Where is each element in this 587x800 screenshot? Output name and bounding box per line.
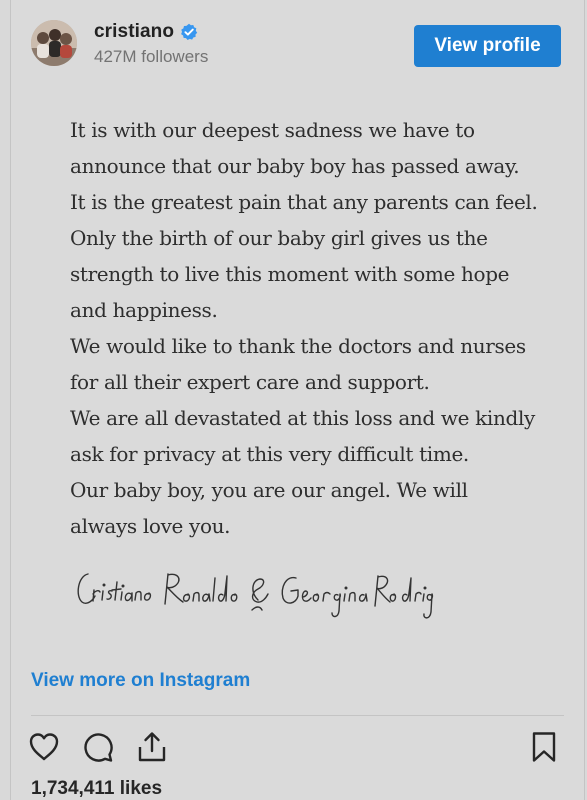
comment-icon[interactable] xyxy=(81,730,115,764)
view-more-on-instagram-link[interactable]: View more on Instagram xyxy=(31,670,251,691)
divider xyxy=(31,715,564,716)
heart-icon[interactable] xyxy=(27,730,61,764)
verified-badge-icon xyxy=(180,23,198,41)
username[interactable]: cristiano xyxy=(94,21,175,42)
post-header xyxy=(11,0,584,76)
post-line: ask for privacy at this very difficult time. xyxy=(70,442,469,466)
avatar-photo xyxy=(31,20,77,66)
bookmark-icon[interactable] xyxy=(527,730,561,764)
like-count[interactable]: 1,734,411 likes xyxy=(31,778,163,799)
share-icon[interactable] xyxy=(135,730,169,764)
post-line: always love you. xyxy=(70,514,231,538)
view-profile-button[interactable]: View profile xyxy=(414,25,561,67)
post-line: for all their expert care and support. xyxy=(70,370,430,394)
post-line: strength to live this moment with some hope xyxy=(70,262,510,286)
post-line: We are all devastated at this loss and we kindly xyxy=(70,406,535,430)
follower-count: 427M followers xyxy=(94,47,209,66)
post-line: Our baby boy, you are our angel. We will xyxy=(70,478,468,502)
post-line: We would like to thank the doctors and nurses xyxy=(70,334,526,358)
post-line: It is with our deepest sadness we have to xyxy=(70,118,475,142)
post-line: It is the greatest pain that any parents can feel. xyxy=(70,190,538,214)
post-line: Only the birth of our baby girl gives us the xyxy=(70,226,488,250)
post-text xyxy=(70,112,540,544)
username-row xyxy=(94,20,198,44)
instagram-embed xyxy=(10,0,585,800)
handwritten-signature xyxy=(74,566,434,626)
avatar[interactable] xyxy=(31,20,77,66)
post-line: announce that our baby boy has passed away. xyxy=(70,154,520,178)
post-line: and happiness. xyxy=(70,298,218,322)
